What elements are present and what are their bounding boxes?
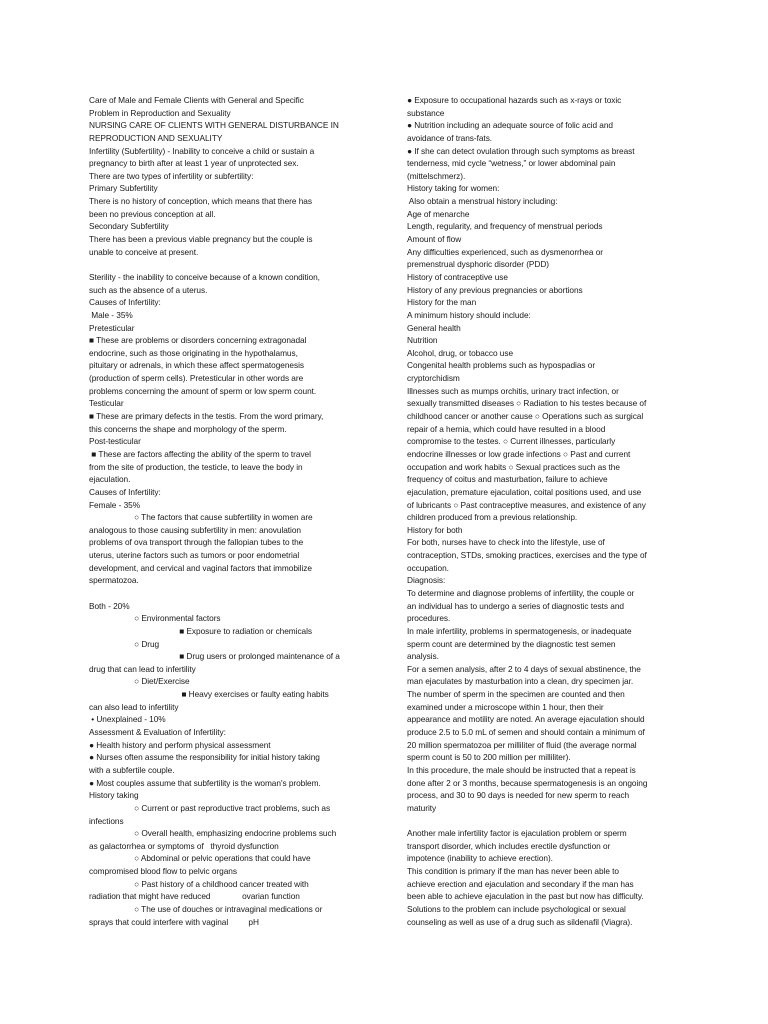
text-line: ○ Drug	[89, 638, 160, 649]
text-line: produce 2.5 to 5.0 mL of semen and should contain a minimum of	[407, 727, 645, 738]
text-line	[407, 815, 707, 828]
text-line: In this procedure, the male should be instructed that a repeat is	[407, 764, 636, 775]
right-text-column	[407, 94, 707, 928]
text-line: ■ These are primary defects in the testis. From the word primary,	[89, 411, 324, 422]
text-line: Causes of Infertility:	[89, 486, 161, 497]
text-line: substance	[407, 107, 445, 118]
text-line: REPRODUCTION AND SEXUALITY	[89, 132, 223, 143]
text-line: Another male infertility factor is ejaculation problem or sperm	[407, 828, 627, 839]
text-line: Infertility (Subfertility) - Inability to conceive a child or sustain a	[89, 145, 315, 156]
text-line: an individual has to undergo a series of diagnostic tests and	[407, 600, 624, 611]
text-line: man ejaculates by masturbation into a clean, dry specimen jar.	[407, 676, 634, 687]
text-line: compromise to the testes. ○ Current illnesses, particularly	[407, 436, 616, 447]
text-line: ■ Exposure to radiation or chemicals	[89, 625, 313, 636]
text-line: drug that can lead to infertility	[89, 663, 196, 674]
text-line: History taking for women:	[407, 183, 500, 194]
text-line: ○ Diet/Exercise	[89, 676, 190, 687]
text-line: Pretesticular	[89, 322, 135, 333]
text-line: from the site of production, the testicle, to leave the body in	[89, 461, 303, 472]
text-line: ○ The factors that cause subfertility in women are	[89, 512, 313, 523]
text-line: Alcohol, drug, or tobacco use	[407, 347, 514, 358]
text-line: Male - 35%	[89, 309, 133, 320]
text-line: pregnancy to birth after at least 1 year of unprotected sex.	[89, 158, 299, 169]
text-line: with a subfertile couple.	[89, 764, 175, 775]
text-line: Primary Subfertility	[89, 183, 158, 194]
text-line: This condition is primary if the man has never been able to	[407, 866, 619, 877]
text-line: occupation and work habits ○ Sexual practices such as the	[407, 461, 620, 472]
text-line: endocrine, such as those originating in the hypothalamus,	[89, 347, 298, 358]
text-line: History taking	[89, 790, 139, 801]
text-line: frequency of coitus and masturbation, failure to achieve	[407, 474, 608, 485]
text-line: sprays that could interfere with vaginal pH	[89, 916, 259, 927]
text-line: of lubricants ○ Past contraceptive measures, and existence of any	[407, 499, 646, 510]
text-line: Problem in Reproduction and Sexuality	[89, 107, 231, 118]
text-line: problems of ova transport through the fallopian tubes to the	[89, 537, 304, 548]
text-line: such as the absence of a uterus.	[89, 284, 208, 295]
text-line: unable to conceive at present.	[89, 246, 199, 257]
text-line: There is no history of conception, which means that there has	[89, 196, 312, 207]
text-line: Assessment & Evaluation of Infertility:	[89, 727, 226, 738]
text-line: Illnesses such as mumps orchitis, urinary tract infection, or	[407, 385, 619, 396]
text-line: achieve erection and ejaculation and secondary if the man has	[407, 878, 634, 889]
text-line: Amount of flow	[407, 234, 462, 245]
text-line: History of contraceptive use	[407, 271, 508, 282]
text-line: ○ The use of douches or intravaginal medications or	[89, 904, 323, 914]
text-line: Congenital health problems such as hypospadias or	[407, 360, 596, 371]
text-line: cryptorchidism	[407, 373, 460, 384]
text-line: impotence (inability to achieve erection).	[407, 853, 553, 864]
text-line: compromised blood flow to pelvic organs	[89, 866, 237, 877]
text-line: counseling as well as use of a drug such as sildenafil (Viagra).	[407, 916, 633, 927]
text-line: sexually transmitted diseases ○ Radiation to his testes because of	[407, 398, 647, 409]
text-line	[89, 587, 379, 600]
text-line: transport disorder, which includes erectile dysfunction or	[407, 840, 611, 851]
text-line: this concerns the shape and morphology of the sperm.	[89, 423, 287, 434]
text-line: Causes of Infertility:	[89, 297, 161, 308]
text-line: as galactorrhea or symptoms of thyroid dysfunction	[89, 840, 279, 851]
text-line: uterus, uterine factors such as tumors or poor endometrial	[89, 550, 300, 561]
text-line: ■ These are problems or disorders concerning extragonadal	[89, 335, 307, 346]
text-line: ○ Past history of a childhood cancer treated with	[89, 878, 309, 889]
text-line: Solutions to the problem can include psychological or sexual	[407, 904, 626, 914]
text-line: ■ These are factors affecting the ability of the sperm to travel	[89, 448, 311, 459]
text-line: General health	[407, 322, 461, 333]
text-line: been no previous conception at all.	[89, 208, 216, 219]
text-line: Age of menarche	[407, 208, 470, 219]
text-line: problems concerning the amount of sperm or low sperm count.	[89, 385, 317, 396]
text-line: ○ Abdominal or pelvic operations that could have	[89, 853, 311, 864]
text-line: Female - 35%	[89, 499, 141, 510]
text-line: Both - 20%	[89, 600, 130, 611]
text-line: A minimum history should include:	[407, 309, 531, 320]
text-line: process, and 30 to 90 days is needed for new sperm to reach	[407, 790, 630, 801]
text-line: ○ Current or past reproductive tract problems, such as	[89, 802, 331, 813]
text-line: been able to achieve ejaculation in the past but now has difficulty.	[407, 891, 644, 902]
text-line: 20 million spermatozoa per milliliter of fluid (the average normal	[407, 739, 637, 750]
text-line: There has been a previous viable pregnancy but the couple is	[89, 234, 313, 245]
text-line: In male infertility, problems in spermatogenesis, or inadequate	[407, 625, 632, 636]
text-line: Testicular	[89, 398, 124, 409]
text-line: Nutrition	[407, 335, 438, 346]
text-line: procedures.	[407, 613, 451, 624]
text-line: Secondary Subfertility	[89, 221, 169, 232]
text-line: History of any previous pregnancies or abortions	[407, 284, 583, 295]
text-line: Length, regularity, and frequency of menstrual periods	[407, 221, 603, 232]
text-line: ■ Drug users or prolonged maintenance of a	[89, 651, 340, 662]
left-text-column	[89, 94, 379, 928]
text-line: Any difficulties experienced, such as dysmenorrhea or	[407, 246, 603, 257]
text-line: ● Most couples assume that subfertility is the woman's problem.	[89, 777, 321, 788]
text-line: ● Nurses often assume the responsibility for initial history taking	[89, 752, 320, 763]
text-line: There are two types of infertility or subfertility:	[89, 170, 254, 181]
text-line: ● Exposure to occupational hazards such as x-rays or toxic	[407, 95, 622, 105]
text-line: ○ Environmental factors	[89, 613, 221, 624]
text-line: can also lead to infertility	[89, 701, 179, 712]
text-line: tenderness, mid cycle “wetness,” or lower abdominal pain	[407, 158, 616, 169]
text-line: infections	[89, 815, 124, 826]
text-line: examined under a microscope within 1 hour, then their	[407, 701, 604, 712]
text-line: repair of a hernia, which could have resulted in a blood	[407, 423, 606, 434]
text-line: premenstrual dysphoric disorder (PDD)	[407, 259, 550, 270]
text-line: For both, nurses have to check into the lifestyle, use of	[407, 537, 605, 548]
text-line: (mittelschmerz).	[407, 170, 466, 181]
text-line	[89, 258, 379, 271]
text-line: ● If she can detect ovulation through such symptoms as breast	[407, 145, 635, 156]
text-line: occupation.	[407, 562, 449, 573]
text-line: sperm count are determined by the diagnostic test semen	[407, 638, 616, 649]
text-line: appearance and motility are noted. An average ejaculation should	[407, 714, 645, 725]
text-line: development, and cervical and vaginal factors that immobilize	[89, 562, 312, 573]
text-line: Also obtain a menstrual history including:	[407, 196, 558, 207]
text-line: For a semen analysis, after 2 to 4 days of sexual abstinence, the	[407, 663, 641, 674]
text-line: ■ Heavy exercises or faulty eating habits	[89, 689, 329, 700]
text-line: radiation that might have reduced ovarian function	[89, 891, 300, 902]
text-line: ● Nutrition including an adequate source of folic acid and	[407, 120, 613, 131]
text-line: History for the man	[407, 297, 477, 308]
text-line: The number of sperm in the specimen are counted and then	[407, 689, 625, 700]
text-line: contraception, STDs, smoking practices, exercises and the type of	[407, 550, 647, 561]
text-line: Diagnosis:	[407, 575, 446, 586]
text-line: sperm count is 50 to 200 million per milliliter).	[407, 752, 571, 763]
text-line: endocrine illnesses or low grade infections ○ Past and current	[407, 448, 631, 459]
text-line: (production of sperm cells). Pretesticular in other words are	[89, 373, 304, 384]
text-line: pituitary or adrenals, in which these affect spermatogenesis	[89, 360, 304, 371]
text-line: Post-testicular	[89, 436, 141, 447]
text-line: done after 2 or 3 months, because spermatogenesis is an ongoing	[407, 777, 648, 788]
text-line: ○ Overall health, emphasizing endocrine problems such	[89, 828, 337, 839]
text-line: avoidance of trans-fats.	[407, 132, 493, 143]
text-line: analogous to those causing subfertility in men: anovulation	[89, 524, 301, 535]
text-line: ejaculation.	[89, 474, 131, 485]
text-line: History for both	[407, 524, 463, 535]
text-line: childhood cancer or another cause ○ Operations such as surgical	[407, 411, 644, 422]
text-line: NURSING CARE OF CLIENTS WITH GENERAL DISTURBANCE IN	[89, 120, 339, 131]
text-line: spermatozoa.	[89, 575, 139, 586]
text-line: maturity	[407, 802, 437, 813]
text-line: analysis.	[407, 651, 439, 662]
text-line: • Unexplained - 10%	[89, 714, 166, 725]
text-line: ejaculation, premature ejaculation, coital positions used, and use	[407, 486, 642, 497]
text-line: children produced from a previous relationship.	[407, 512, 578, 523]
text-line: Care of Male and Female Clients with General and Specific	[89, 95, 304, 105]
text-line: To determine and diagnose problems of infertility, the couple or	[407, 587, 635, 598]
text-line: Sterility - the inability to conceive because of a known condition,	[89, 271, 320, 282]
text-line: ● Health history and perform physical assessment	[89, 739, 271, 750]
